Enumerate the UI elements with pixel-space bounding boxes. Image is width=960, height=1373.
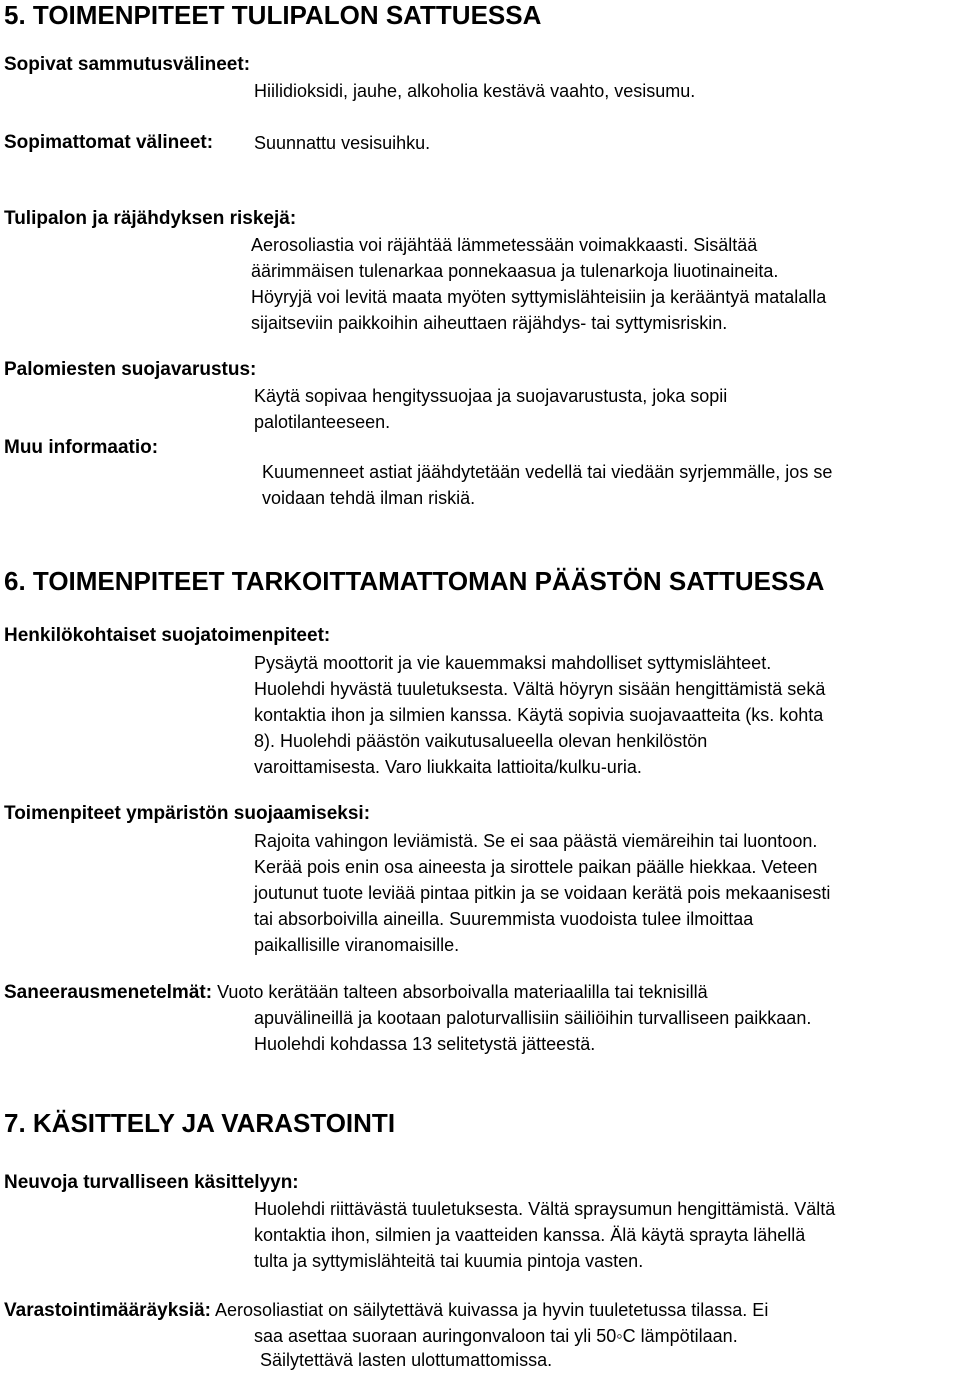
muu-line: voidaan tehdä ilman riskiä. [262, 488, 476, 508]
varastointi-line: saa asettaa suoraan auringonvaloon tai yli 50◦C lämpötilaan. [254, 1326, 738, 1346]
sopivat-label: Sopivat sammutusvälineet: [4, 54, 251, 75]
varastointi-row [4, 1297, 768, 1324]
neuvoja-line: tulta ja syttymislähteitä tai kuumia pintoja vasten. [254, 1251, 644, 1271]
varastointi-first-line: Aerosoliastiat on säilytettävä kuivassa ja hyvin tuuletetussa tilassa. Ei [215, 1300, 769, 1320]
sopivat-value: Hiilidioksidi, jauhe, alkoholia kestävä vaahto, vesisumu. [254, 81, 696, 101]
neuvoja-line: kontaktia ihon, silmien ja vaatteiden kanssa. Älä käytä sprayta lähellä [254, 1225, 806, 1245]
section-6-heading: 6. TOIMENPITEET TARKOITTAMATTOMAN PÄÄSTÖN SATTUESSA [4, 566, 825, 596]
saneeraus-line: Huolehdi kohdassa 13 selitetystä jätteestä. [254, 1034, 596, 1054]
henkilo-line: Pysäytä moottorit ja vie kauemmaksi mahdolliset syttymislähteet. [254, 653, 772, 673]
henkilo-line: 8). Huolehdi päästön vaikutusalueella olevan henkilöstön [254, 731, 708, 751]
riskit-line: Höyryjä voi levitä maata myöten syttymislähteisiin ja kerääntyä matalalla [251, 287, 827, 307]
henkilo-line: Huolehdi hyvästä tuuletuksesta. Vältä höyryn sisään hengittämistä sekä [254, 679, 826, 699]
saneeraus-line: apuvälineillä ja kootaan paloturvallisiin säiliöihin turvalliseen paikkaan. [254, 1008, 812, 1028]
suojavarustus-label: Palomiesten suojavarustus: [4, 359, 257, 380]
section-5-heading: 5. TOIMENPITEET TULIPALON SATTUESSA [4, 0, 542, 30]
neuvoja-line: Huolehdi riittävästä tuuletuksesta. Vältä spraysumun hengittämistä. Vältä [254, 1199, 836, 1219]
riskit-label: Tulipalon ja räjähdyksen riskejä: [4, 208, 297, 229]
saneeraus-first-line: Vuoto kerätään talteen absorboivalla materiaalilla tai teknisillä [217, 982, 708, 1002]
muu-line: Kuumenneet astiat jäähdytetään vedellä tai viedään syrjemmälle, jos se [262, 462, 833, 482]
suojavarustus-line: Käytä sopivaa hengityssuojaa ja suojavarustusta, joka sopii [254, 386, 728, 406]
henkilo-label: Henkilökohtaiset suojatoimenpiteet: [4, 625, 331, 646]
section-7-heading: 7. KÄSITTELY JA VARASTOINTI [4, 1108, 396, 1138]
suojavarustus-line: palotilanteeseen. [254, 412, 391, 432]
neuvoja-label: Neuvoja turvalliseen käsittelyyn: [4, 1172, 299, 1193]
saneeraus-label: Saneerausmenetelmät: [4, 982, 213, 1003]
ymparisto-line: paikallisille viranomaisille. [254, 935, 460, 955]
sopimattomat-value: Suunnattu vesisuihku. [254, 133, 431, 153]
sopimattomat-label: Sopimattomat välineet: [4, 132, 214, 153]
varastointi-line: Säilytettävä lasten ulottumattomissa. [260, 1350, 553, 1370]
ymparisto-line: joutunut tuote leviää pintaa pitkin ja se voidaan kerätä pois mekaanisesti [254, 883, 831, 903]
henkilo-line: kontaktia ihon ja silmien kanssa. Käytä sopivia suojavaatteita (ks. kohta [254, 705, 824, 725]
henkilo-line: varoittamisesta. Varo liukkaita lattioita/kulku-uria. [254, 757, 642, 777]
riskit-line: äärimmäisen tulenarkaa ponnekaasua ja tulenarkoja liuotinaineita. [251, 261, 779, 281]
ymparisto-line: Kerää pois enin osa aineesta ja sirottele paikan päälle hiekkaa. Veteen [254, 857, 818, 877]
saneeraus-row [4, 979, 708, 1006]
riskit-line: sijaitseviin paikkoihin aiheuttaen räjähdys- tai syttymisriskin. [251, 313, 728, 333]
ymparisto-line: tai absorboivilla aineilla. Suuremmista vuodoista tulee ilmoittaa [254, 909, 754, 929]
riskit-line: Aerosoliastia voi räjähtää lämmetessään voimakkaasti. Sisältää [251, 235, 758, 255]
ymparisto-line: Rajoita vahingon leviämistä. Se ei saa päästä viemäreihin tai luontoon. [254, 831, 818, 851]
varastointi-label: Varastointimääräyksiä: [4, 1300, 212, 1321]
muu-label: Muu informaatio: [4, 437, 159, 458]
ymparisto-label: Toimenpiteet ympäristön suojaamiseksi: [4, 803, 371, 824]
